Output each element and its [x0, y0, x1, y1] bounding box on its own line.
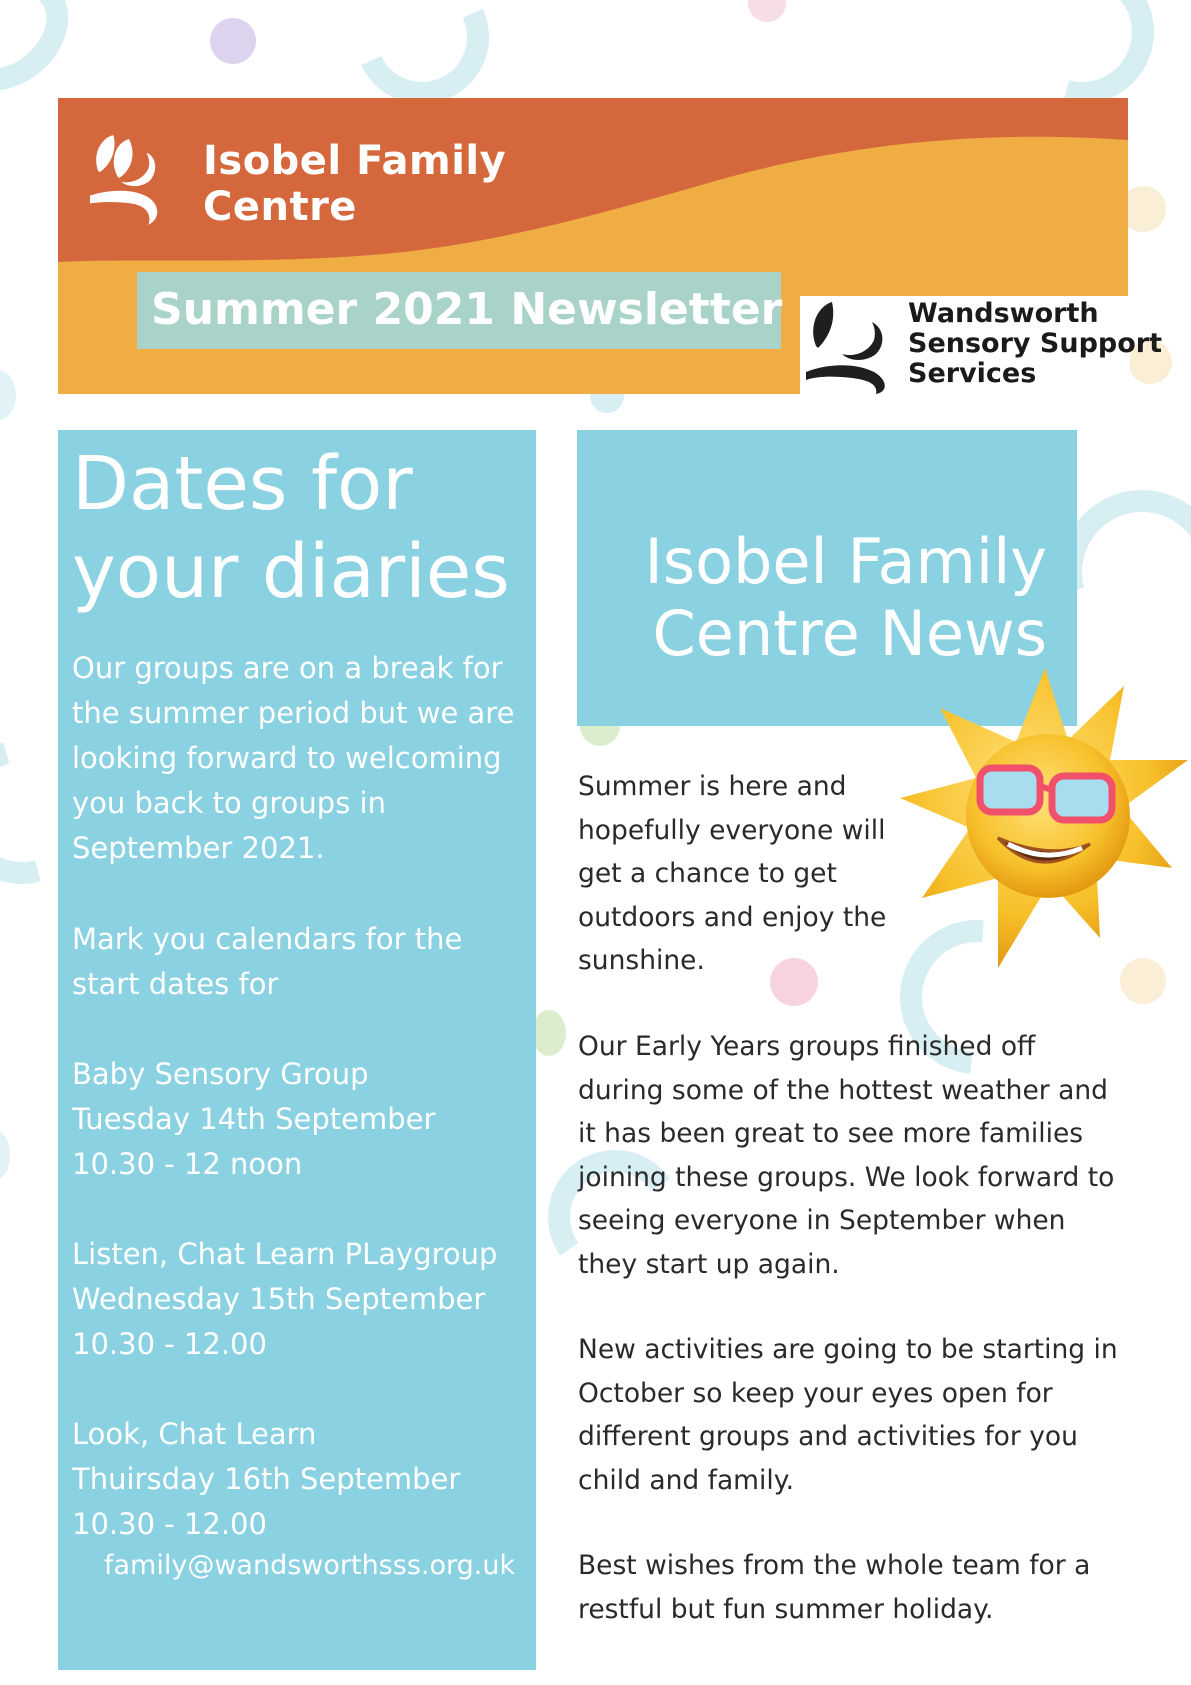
- group-date: Tuesday 14th September: [72, 1102, 436, 1136]
- group-entry: [72, 1412, 460, 1547]
- newsletter-title: Summer 2021 Newsletter: [151, 284, 783, 335]
- partner-name: [908, 299, 1162, 389]
- group-name: Baby Sensory Group: [72, 1057, 369, 1091]
- decor-dot-pink: [748, 0, 786, 22]
- intro-line: September 2021.: [72, 831, 325, 865]
- news-title-line-1: Isobel Family: [644, 525, 1047, 598]
- news-line: sunshine.: [578, 945, 705, 976]
- sun-with-sunglasses-image: [900, 668, 1190, 978]
- group-entry: [72, 1052, 435, 1187]
- partner-logo: [800, 296, 1163, 394]
- news-line: different groups and activities for you: [578, 1421, 1078, 1452]
- wandsworth-logo-icon: [802, 296, 896, 394]
- brand-line-1: Isobel Family: [203, 138, 507, 184]
- group-time: 10.30 - 12 noon: [72, 1147, 303, 1181]
- calendar-paragraph: [72, 917, 462, 1007]
- news-line: seeing everyone in September when: [578, 1205, 1066, 1236]
- decor-dot-green: [532, 1010, 566, 1056]
- group-time: 10.30 - 12.00: [72, 1507, 267, 1541]
- group-entry: [72, 1232, 497, 1367]
- dates-heading-line-1: Dates for: [72, 441, 413, 527]
- dates-panel: [58, 430, 536, 1670]
- partner-line-2: Sensory Support: [908, 328, 1163, 359]
- news-line: Summer is here and: [578, 771, 847, 802]
- news-line: New activities are going to be starting in: [578, 1334, 1118, 1365]
- news-line: October so keep your eyes open for: [578, 1377, 1053, 1409]
- news-line: they start up again.: [578, 1248, 840, 1280]
- news-paragraph-3: [578, 1328, 1118, 1502]
- calendar-line: Mark you calendars for the: [72, 922, 463, 956]
- decor-dot-blue: [590, 393, 624, 413]
- news-line: hopefully everyone will: [578, 814, 886, 846]
- news-line: child and family.: [578, 1464, 795, 1496]
- intro-line: looking forward to welcoming: [72, 741, 502, 775]
- news-title: [645, 526, 1047, 670]
- news-line: during some of the hottest weather and: [578, 1074, 1108, 1106]
- family-centre-logo-icon: [88, 130, 166, 230]
- intro-line: the summer period but we are: [72, 696, 515, 730]
- news-paragraph-1: [578, 765, 886, 983]
- group-date: Thuirsday 16th September: [72, 1462, 461, 1496]
- news-paragraph-4: [578, 1544, 1090, 1631]
- decor-dot-blue: [0, 1130, 10, 1180]
- partner-line-3: Services: [908, 358, 1037, 389]
- decor-dot-purple: [210, 18, 256, 64]
- news-line: outdoors and enjoy the: [578, 901, 887, 933]
- intro-paragraph: [72, 646, 514, 871]
- news-paragraph-2: [578, 1025, 1114, 1286]
- news-line: joining these groups. We look forward to: [578, 1161, 1115, 1193]
- news-line: it has been great to see more families: [578, 1118, 1084, 1149]
- decor-dot-blue: [0, 370, 16, 420]
- group-name: Listen, Chat Learn PLaygroup: [72, 1237, 498, 1271]
- contact-email[interactable]: family@wandsworthsss.org.uk: [104, 1550, 516, 1581]
- brand-name: [203, 138, 506, 230]
- news-line: Best wishes from the whole team for a: [578, 1550, 1091, 1581]
- calendar-line: start dates for: [72, 967, 279, 1001]
- group-time: 10.30 - 12.00: [72, 1327, 267, 1361]
- intro-line: Our groups are on a break for: [72, 651, 503, 685]
- group-name: Look, Chat Learn: [72, 1417, 317, 1451]
- news-line: restful but fun summer holiday.: [578, 1593, 994, 1625]
- news-line: Our Early Years groups finished off: [578, 1031, 1036, 1062]
- newsletter-title-box: [137, 272, 781, 349]
- news-line: get a chance to get: [578, 858, 837, 889]
- partner-line-1: Wandsworth: [908, 298, 1099, 329]
- dates-heading-line-2: your diaries: [72, 529, 510, 615]
- intro-line: you back to groups in: [72, 786, 386, 820]
- group-date: Wednesday 15th September: [72, 1282, 486, 1316]
- brand-line-2: Centre: [203, 184, 357, 230]
- news-title-line-2: Centre News: [652, 597, 1047, 670]
- dates-heading: [72, 440, 510, 616]
